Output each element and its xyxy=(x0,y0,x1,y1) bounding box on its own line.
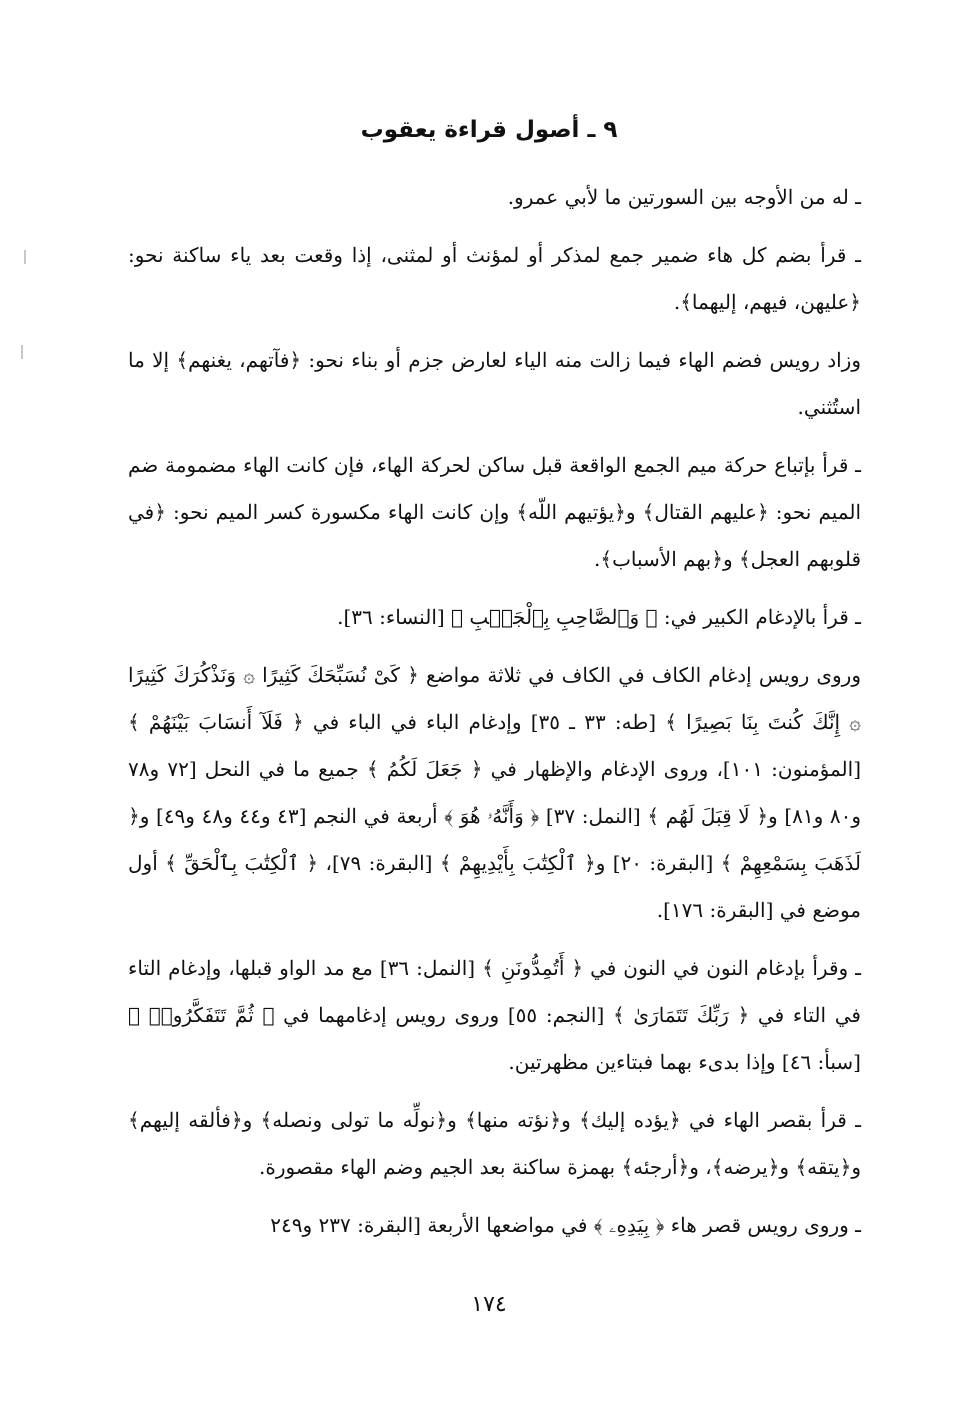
paragraph-idgham-kabir: ـ قرأ بالإدغام الكبير في: ﴿ وَٱلصَّاحِبِ بِٱلْجَنۢبِ ﴾ [النساء: ٣٦]. xyxy=(337,605,861,629)
scan-mark xyxy=(21,345,23,359)
paragraph-ruways-ha: وزاد رويس فضم الهاء فيما زالت منه الياء لعارض جزم أو بناء نحو: ﴿فآتهم، يغنهم﴾ إلا ما استُثني. xyxy=(128,348,861,419)
scan-mark xyxy=(24,250,26,264)
paragraph-mim-jam: ـ قرأ بإتباع حركة ميم الجمع الواقعة قبل ساكن لحركة الهاء، فإن كانت الهاء مضمومة ضم الميم نحو: ﴿عليهم القتال﴾ و﴿يؤتيهم اللّه﴾ وإن كانت الهاء مكسورة كسر الميم نحو: ﴿في قلوبهم العجل﴾ و﴿بهم الأسباب﴾. xyxy=(128,453,861,571)
paragraph-nun-ta-idgham: ـ وقرأ بإدغام النون في النون في ﴿ أَتُمِدُّونَنِ ﴾ [النمل: ٣٦] مع مد الواو قبلها، وإدغام التاء في التاء في ﴿ رَبِّكَ تَتَمَارَىٰ ﴾ [النجم: ٥٥] وروى رويس إدغامهما في ﴿ ثُمَّ تَتَفَكَّرُوا۟ ﴾ [سبأ: ٤٦] وإذا بدىء بهما فبتاءين مظهرتين. xyxy=(128,956,862,1074)
section-heading: ٩ ـ أصول قراءة يعقوب xyxy=(360,117,618,143)
paragraph-ruways-idgham: وروى رويس إدغام الكاف في الكاف في ثلاثة مواضع ﴿ كَىْ نُسَبِّحَكَ كَثِيرًا ۞ وَنَذْكُرَكَ كَثِيرًا ۞ إِنَّكَ كُنتَ بِنَا بَصِيرًا ﴾ [طه: ٣٣ ـ ٣٥] وإدغام الباء في الباء في ﴿ فَلَآ أَنسَابَ بَيْنَهُمْ ﴾ [المؤمنون: ١٠١]، وروى الإدغام والإظهار في ﴿ جَعَلَ لَكُمُ ﴾ جميع ما في النحل [٧٢ و٧٨ و٨٠ و٨١] و﴿ لَا قِبَلَ لَهُم ﴾ [النمل: ٣٧] ﴿ وَأَنَّهُۥ هُوَ ﴾ أربعة في النجم [٤٣ و٤٤ و٤٨ و٤٩] و﴿ لَذَهَبَ بِسَمْعِهِمْ ﴾ [البقرة: ٢٠] و﴿ ٱلْكِتَٰبَ بِأَيْدِيهِمْ ﴾ [البقرة: ٧٩]، ﴿ ٱلْكِتَٰبَ بِٱلْحَقِّ ﴾ أول موضع في [البقرة: ١٧٦]. xyxy=(128,663,862,922)
page-number: ١٧٤ xyxy=(471,1292,507,1317)
paragraph-ruways-qasr: ـ وروى رويس قصر هاء ﴿ بِيَدِهِۦ ﴾ في مواضعها الأربعة [البقرة: ٢٣٧ و٢٤٩ xyxy=(270,1213,861,1237)
paragraph-qasr-ha: ـ قرأ بقصر الهاء في ﴿يؤده إليك﴾ و﴿نؤته منها﴾ و﴿نولِّه ما تولى ونصله﴾ و﴿فألقه إليهم﴾ و﴿يتقه﴾ و﴿يرضه﴾، و﴿أرجئه﴾ بهمزة ساكنة بعد الجيم وضم الهاء مقصورة. xyxy=(128,1108,861,1179)
document-body xyxy=(128,174,861,1249)
paragraph-pronoun-ha: ـ قرأ بضم كل هاء ضمير جمع لمذكر أو لمؤنث أو لمثنى، إذا وقعت بعد ياء ساكنة نحو: ﴿عليهن، فيهم، إليهما﴾. xyxy=(128,243,861,314)
paragraph-intro: ـ له من الأوجه بين السورتين ما لأبي عمرو. xyxy=(507,185,861,209)
